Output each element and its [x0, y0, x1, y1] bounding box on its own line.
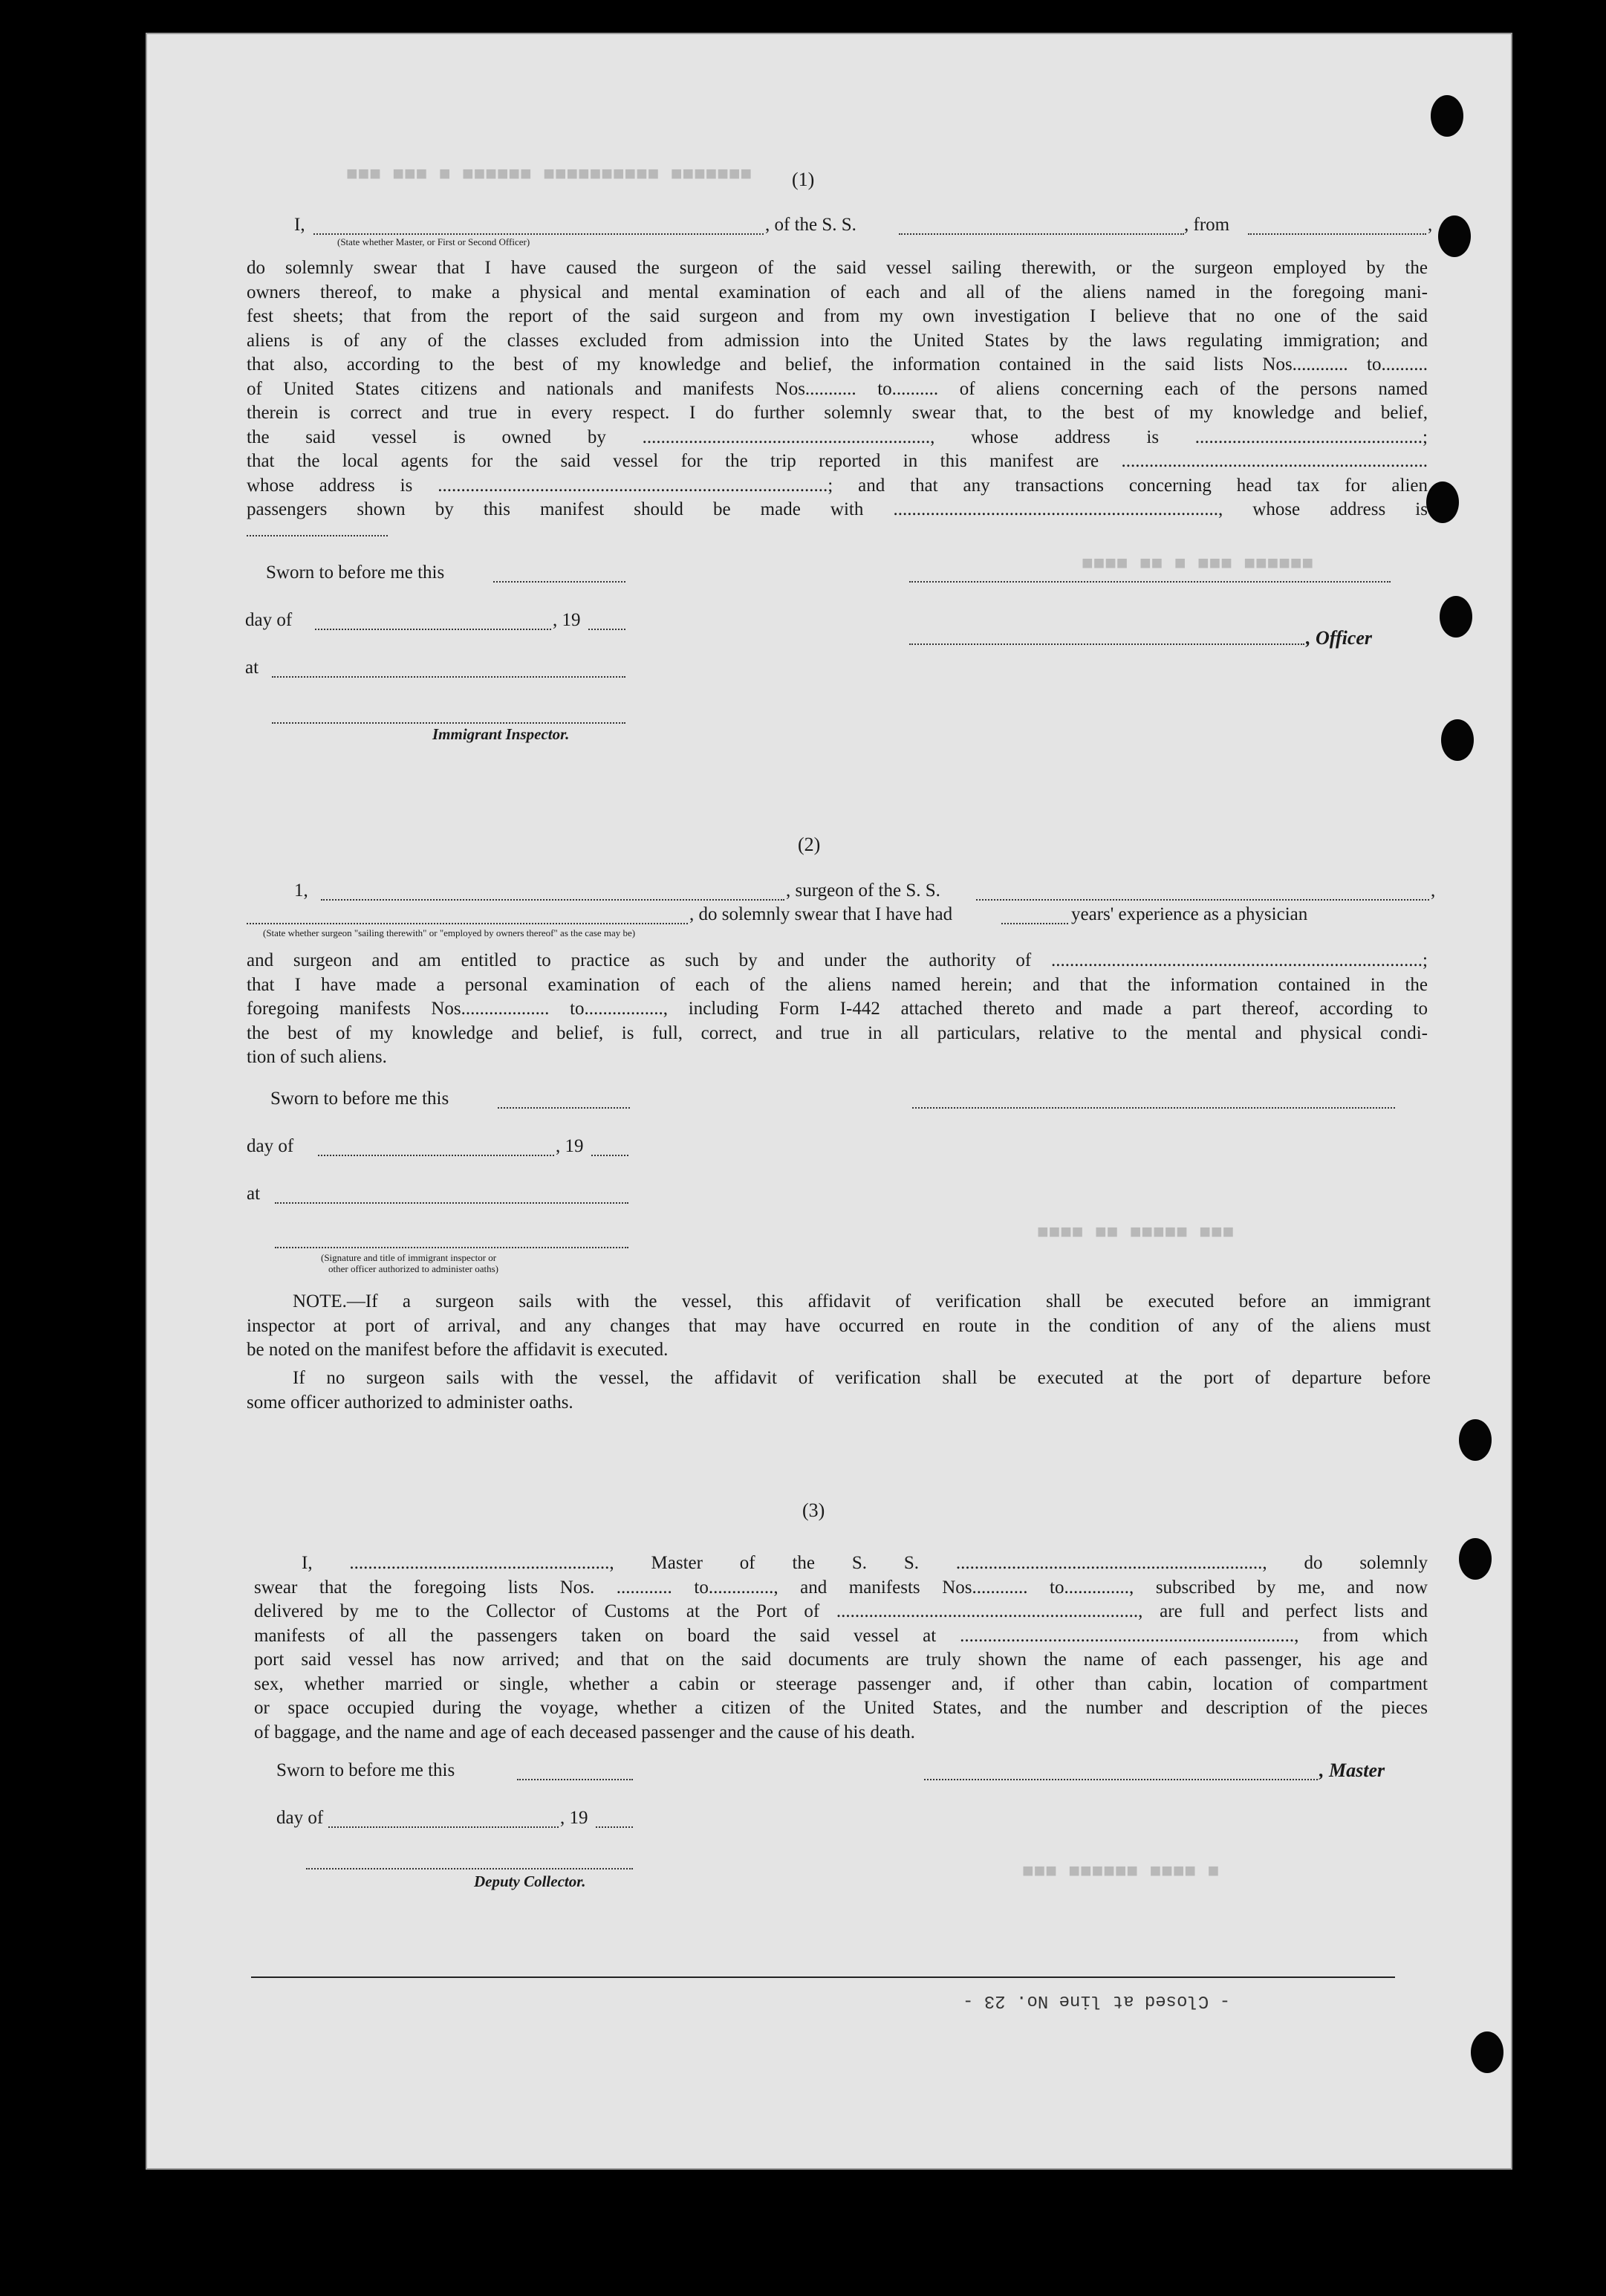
- sworn-date-field[interactable]: [517, 1779, 633, 1780]
- section-1-i-label: I,: [294, 215, 305, 235]
- at-label: at: [245, 658, 259, 678]
- officer-label: , Officer: [1306, 627, 1373, 649]
- day-of-field[interactable]: [318, 1155, 554, 1156]
- oath-line: do solemnly swear that I have caused the surgeon of the said vessel sailing therewith, or the surgeon employed by the: [247, 258, 1428, 278]
- bleed-through-text: ■■■ ■■■ ■ ■■■■■■ ■■■■■■■■■■ ■■■■■■■: [346, 163, 752, 186]
- from-label: , from: [1184, 215, 1230, 235]
- oath-line: fest sheets; that from the report of the said surgeon and from my own investigation I believe that no one of the said: [247, 306, 1428, 326]
- officer-name-field[interactable]: [313, 233, 764, 235]
- inspector-signature-field[interactable]: [272, 722, 625, 724]
- section-1-number: (1): [792, 169, 815, 190]
- surgeon-vessel-field[interactable]: [976, 899, 1429, 901]
- oath-line: aliens is of any of the classes excluded from admission into the United States by the laws regulating immigration; and: [247, 330, 1428, 351]
- officer-title-field[interactable]: [909, 643, 1304, 645]
- note-line: inspector at port of arrival, and any changes that may have occurred en route in the condition of any of the aliens must: [247, 1315, 1431, 1336]
- oath-line: swear that the foregoing lists Nos. ............ to.............., and manifests Nos............ to.............., subscribed by me, and now: [254, 1577, 1428, 1598]
- sworn-label: Sworn to before me this: [276, 1760, 455, 1780]
- years-experience-field[interactable]: [1001, 923, 1068, 924]
- collector-label: Deputy Collector.: [474, 1872, 586, 1890]
- bleed-through-text: ■■■■ ■■ ■ ■■■ ■■■■■■: [1082, 553, 1314, 575]
- oath-line: sex, whether married or single, whether a cabin or steerage passenger and, if other than cabin, location of compartment: [254, 1673, 1428, 1694]
- at-label: at: [247, 1184, 261, 1204]
- section-1-oath-text: [247, 256, 1428, 522]
- inspector-signature-field[interactable]: [275, 1247, 628, 1248]
- section-3-oath-text: [254, 1551, 1428, 1745]
- oath-line: whose address is ....................................................................................; and that any transactions concerning head tax for alien: [247, 475, 1428, 496]
- surgeon-note: [247, 1290, 1431, 1363]
- note-line: If no surgeon sails with the vessel, the affidavit of verification shall be executed at the port of departure before: [293, 1368, 1431, 1388]
- punch-hole: [1438, 215, 1471, 257]
- inspector-label: Immigrant Inspector.: [432, 725, 570, 743]
- of-ss-label: , of the S. S.: [765, 215, 856, 235]
- oath-line: that the local agents for the said vessel for the trip reported in this manifest are ..................................................................: [247, 451, 1428, 471]
- day-of-label: day of: [245, 610, 293, 630]
- punch-hole: [1441, 719, 1474, 761]
- oath-line: or space occupied during the voyage, whether a citizen of the United States, and the number and description of the pieces: [254, 1698, 1428, 1718]
- note-line: some officer authorized to administer oaths.: [247, 1392, 573, 1413]
- punch-hole: [1471, 2031, 1503, 2073]
- no-surgeon-note: [247, 1366, 1431, 1415]
- punch-hole: [1440, 596, 1472, 638]
- years-label: years' experience as a physician: [1071, 904, 1308, 924]
- surgeon-name-field[interactable]: [321, 899, 784, 901]
- oath-line: passengers shown by this manifest should be made with ......................................................................, whose address is: [247, 499, 1428, 519]
- master-signature-field[interactable]: [924, 1779, 1318, 1780]
- year-field[interactable]: [596, 1826, 633, 1828]
- swear-label: , do solemnly swear that I have had: [689, 904, 953, 924]
- punch-hole: [1431, 95, 1463, 137]
- comma: ,: [1431, 881, 1436, 901]
- from-port-field[interactable]: [1248, 233, 1426, 235]
- oath-line: the said vessel is owned by .............................................................., whose address is .................................................;: [247, 427, 1428, 447]
- sworn-date-field[interactable]: [493, 581, 625, 583]
- punch-hole: [1426, 481, 1459, 523]
- sworn-label: Sworn to before me this: [270, 1089, 449, 1109]
- day-of-label: day of: [247, 1136, 294, 1156]
- section-3-number: (3): [802, 1499, 825, 1521]
- section-2-number: (2): [798, 834, 821, 855]
- oath-line: owners thereof, to make a physical and mental examination of each and all of the aliens named in the foregoing mani-: [247, 282, 1428, 302]
- comma: ,: [1428, 215, 1433, 235]
- footer-rule: [251, 1976, 1395, 1978]
- sworn-label: Sworn to before me this: [266, 562, 445, 583]
- oath-line: that also, according to the best of my knowledge and belief, the information contained in the said lists Nos............ to..........: [247, 354, 1428, 374]
- note-line: NOTE.—If a surgeon sails with the vessel, this affidavit of verification shall be executed before an immigrant: [293, 1291, 1431, 1311]
- oath-line: I, ........................................................, Master of the S. S. .................................................................., do solemnly: [302, 1553, 1428, 1573]
- oath-line: foregoing manifests Nos................... to................., including Form I-442 attached thereto and made a part thereof, according to: [247, 999, 1428, 1019]
- bleed-through-text: ■■■■ ■■ ■■■■■ ■■■: [1037, 1222, 1235, 1244]
- signature-note-2: other officer authorized to administer oaths): [328, 1263, 498, 1274]
- year-field[interactable]: [588, 629, 625, 630]
- year-label: , 19: [556, 1136, 584, 1156]
- day-of-field[interactable]: [315, 629, 551, 630]
- surgeon-type-note: (State whether surgeon "sailing therewith" or "employed by owners thereof" as the case may be): [263, 927, 636, 938]
- surgeon-type-field[interactable]: [247, 923, 688, 924]
- surgeon-signature-line[interactable]: [912, 1107, 1395, 1109]
- punch-hole: [1459, 1538, 1492, 1580]
- closed-stamp: - Closed at line No. 23 -: [963, 1991, 1231, 2011]
- oath-line: of baggage, and the name and age of each deceased passenger and the cause of his death.: [254, 1722, 915, 1742]
- oath-line: therein is correct and true in every respect. I do further solemnly swear that, to the best of my knowledge and belief,: [247, 403, 1428, 423]
- signature-note-1: (Signature and title of immigrant inspector or: [321, 1252, 497, 1263]
- at-field[interactable]: [272, 676, 625, 678]
- oath-line: the best of my knowledge and belief, is full, correct, and true in all particulars, relative to the mental and physical condi-: [247, 1022, 1428, 1043]
- manifest-page: [146, 33, 1512, 2170]
- oath-line: delivered by me to the Collector of Customs at the Port of ................................................................., are full and perfect lists and: [254, 1601, 1428, 1621]
- section-2-i-label: 1,: [294, 881, 308, 901]
- vessel-name-field[interactable]: [899, 233, 1184, 235]
- sworn-date-field[interactable]: [498, 1107, 630, 1109]
- address-continuation-field[interactable]: [247, 535, 388, 536]
- oath-line: that I have made a personal examination of each of the aliens named herein; and that the information contained in the: [247, 974, 1428, 995]
- year-field[interactable]: [591, 1155, 628, 1156]
- surgeon-of-label: , surgeon of the S. S.: [786, 881, 940, 901]
- day-of-label: day of: [276, 1808, 324, 1828]
- officer-rank-note: (State whether Master, or First or Second Officer): [337, 236, 530, 247]
- at-field[interactable]: [275, 1202, 628, 1204]
- section-2-oath-text: [247, 949, 1428, 1070]
- punch-hole: [1459, 1419, 1492, 1461]
- master-label: , Master: [1319, 1760, 1385, 1781]
- oath-line: and surgeon and am entitled to practice as such by and under the authority of ................................................................................;: [247, 950, 1428, 970]
- day-of-field[interactable]: [328, 1826, 559, 1828]
- bleed-through-text: ■■■ ■■■■■■ ■■■■ ■: [1022, 1861, 1220, 1883]
- oath-line: tion of such aliens.: [247, 1047, 387, 1067]
- oath-line: manifests of all the passengers taken on board the said vessel at ........................................................................, from which: [254, 1625, 1428, 1646]
- collector-signature-field[interactable]: [306, 1868, 633, 1869]
- year-label: , 19: [553, 610, 581, 630]
- year-label: , 19: [560, 1808, 588, 1828]
- oath-line: of United States citizens and nationals and manifests Nos........... to.......... of aliens concerning each of the persons named: [247, 378, 1428, 399]
- note-line: be noted on the manifest before the affidavit is executed.: [247, 1340, 669, 1360]
- officer-signature-line[interactable]: [909, 581, 1391, 583]
- oath-line: port said vessel has now arrived; and that on the said documents are truly shown the name of each passenger, his age and: [254, 1650, 1428, 1670]
